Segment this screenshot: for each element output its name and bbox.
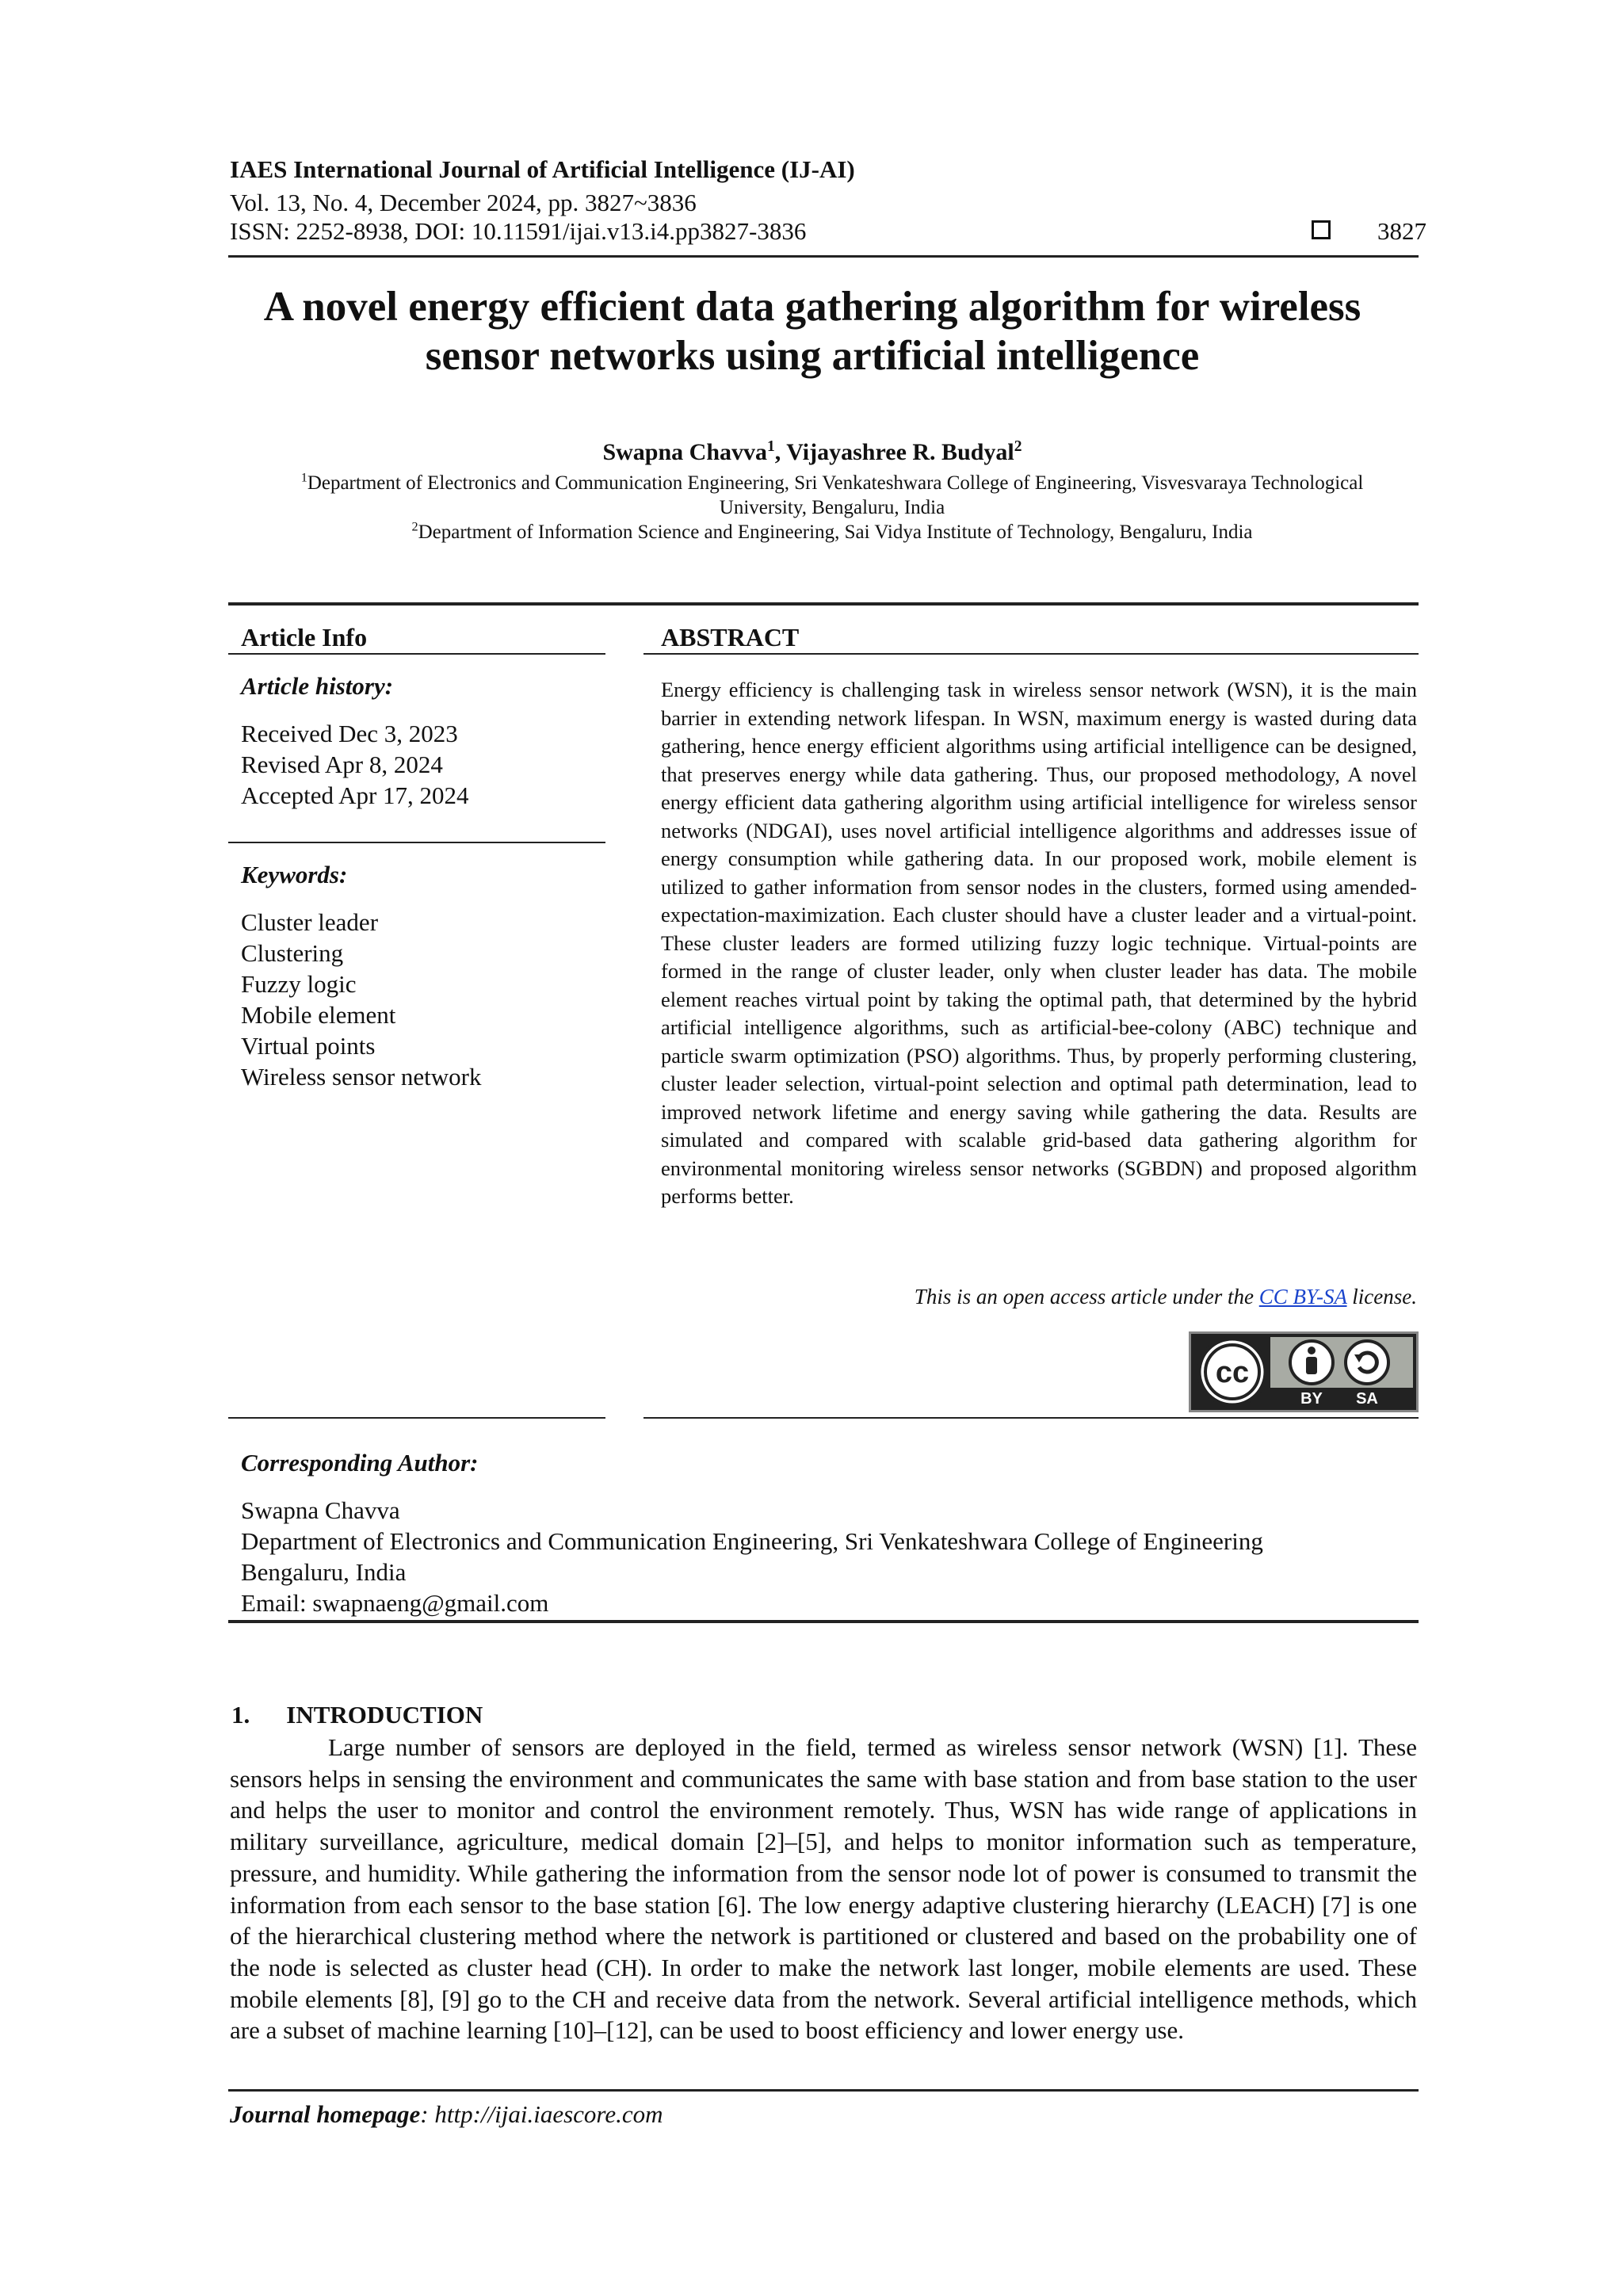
accepted-date: Accepted Apr 17, 2024 xyxy=(241,781,469,809)
cc-mark: cc xyxy=(1215,1356,1250,1389)
section-number: 1. xyxy=(231,1701,250,1729)
affiliation-2-mark: 2 xyxy=(411,519,418,534)
introduction-heading xyxy=(231,1701,483,1729)
homepage-colon: : xyxy=(420,2100,435,2128)
article-info-rule xyxy=(228,653,605,655)
affiliation-1 xyxy=(238,471,1426,495)
keywords-heading: Keywords: xyxy=(241,861,348,888)
homepage-url[interactable]: http://ijai.iaescore.com xyxy=(434,2100,663,2128)
issn-doi: ISSN: 2252-8938, DOI: 10.11591/ijai.v13.i4.pp3827-3836 xyxy=(230,217,807,245)
info-top-rule xyxy=(228,602,1419,606)
keywords-list xyxy=(241,907,482,1092)
keyword: Clustering xyxy=(241,939,344,967)
abstract-bottom-rule xyxy=(643,1417,1419,1419)
author-2-affil-mark: 2 xyxy=(1014,438,1022,455)
cc-by-sa-link[interactable]: CC BY-SA xyxy=(1258,1285,1347,1308)
footer-rule xyxy=(228,2089,1419,2092)
affiliation-1-line-2: University, Bengaluru, India xyxy=(719,497,945,518)
author-1-affil-mark: 1 xyxy=(767,438,775,455)
affiliation-1-mark: 1 xyxy=(300,470,307,485)
affiliation-2 xyxy=(238,520,1426,544)
article-info-heading: Article Info xyxy=(241,623,368,651)
author-list xyxy=(190,439,1434,466)
keyword: Mobile element xyxy=(241,1001,396,1029)
keyword: Fuzzy logic xyxy=(241,970,357,998)
article-history-heading: Article history: xyxy=(241,672,394,700)
license-statement xyxy=(661,1285,1417,1309)
affiliation-2-text: Department of Information Science and Engineering, Sai Vidya Institute of Technology, Bengaluru, India xyxy=(418,521,1253,543)
corresponding-city: Bengaluru, India xyxy=(241,1558,407,1586)
keyword: Virtual points xyxy=(241,1032,376,1060)
corresponding-name: Swapna Chavva xyxy=(241,1496,400,1524)
section-title: INTRODUCTION xyxy=(286,1701,483,1729)
keyword: Wireless sensor network xyxy=(241,1063,482,1091)
page-number: 3827 xyxy=(1377,217,1426,245)
license-prefix: This is an open access article under the xyxy=(914,1285,1259,1308)
author-1: Swapna Chavva xyxy=(602,439,768,465)
abstract-heading: ABSTRACT xyxy=(661,623,800,651)
journal-homepage xyxy=(230,2100,663,2129)
volume-info: Vol. 13, No. 4, December 2024, pp. 3827~3836 xyxy=(230,189,697,216)
corresponding-author-heading: Corresponding Author: xyxy=(241,1449,479,1477)
keywords-rule xyxy=(228,1417,605,1419)
sa-label: SA xyxy=(1356,1390,1378,1408)
keyword: Cluster leader xyxy=(241,908,379,936)
title-line-1: A novel energy efficient data gathering algorithm for wireless xyxy=(263,284,1361,330)
abstract-text: Energy efficiency is challenging task in wireless sensor network (WSN), it is the main barrier in extending network lifespan. In WSN, maximum energy is wasted during data gathering, hence energy efficient algorithms using artificial intelligence can be designed, that preserves energy while data gathering. Thus, our proposed methodology, A novel energy efficient data gathering algorithm using artificial intelligence for wireless sensor networks (NDGAI), uses novel artificial intelligence algorithms and addresses issue of energy consumption while gathering data. In our proposed work, mobile element is utilized to gather information from sensor nodes in the clusters, formed using amended-expectation-maximization. Each cluster should have a cluster leader and a virtual-point. These cluster leaders are formed utilizing fuzzy logic technique. Virtual-points are formed in the range of cluster leader, only when cluster leader has data. The mobile element reaches virtual point by taking the optimal path, that determined by the hybrid artificial intelligence algorithms, such as artificial-bee-colony (ABC) technique and particle swarm optimization (PSO) algorithms. Thus, by properly performing clustering, cluster leader selection, virtual-point selection and optimal path determination, lead to improved network lifetime and energy saving while gathering the data. Results are simulated and compared with scalable grid-based data gathering algorithm for environmental monitoring wireless sensor networks (SGBDN) and proposed algorithm performs better. xyxy=(661,678,1417,1208)
history-rule xyxy=(228,842,605,843)
license-suffix: license. xyxy=(1346,1285,1417,1308)
corresponding-email[interactable]: Email: swapnaeng@gmail.com xyxy=(241,1589,549,1617)
info-bottom-rule xyxy=(228,1620,1419,1623)
square-bullet-icon xyxy=(1312,220,1331,239)
revised-date: Revised Apr 8, 2024 xyxy=(241,751,443,778)
paper-title xyxy=(190,282,1434,380)
cc-by-sa-badge[interactable] xyxy=(1189,1331,1419,1412)
author-separator: , xyxy=(774,439,787,465)
cc-license-icon xyxy=(1191,1334,1416,1410)
by-label: BY xyxy=(1300,1390,1323,1408)
abstract-rule xyxy=(643,653,1419,655)
introduction-text: Large number of sensors are deployed in the field, termed as wireless sensor network (WSN) [1]. These sensors helps in sensing the environment and communicates the same with base station and from base station to the user and helps the user to monitor and control the environment remotely. Thus, WSN has wide range of applications in military surveillance, agriculture, medical domain [2]–[5], and helps to monitor information such as temperature, pressure, and humidity. While gathering the information from the sensor node lot of power is consumed to transmit the information from each sensor to the base station [6]. The low energy adaptive clustering hierarchy (LEACH) [7] is one of the hierarchical clustering method where the network is partitioned or clustered and based on the probability one of the node is selected as cluster head (CH). In order to make the network last longer, mobile elements are used. These mobile elements [8], [9] go to the CH and receive data from the network. Several artificial intelligence methods, which are a subset of machine learning [10]–[12], can be used to boost efficiency and lower energy use. xyxy=(230,1733,1417,2045)
affiliations xyxy=(238,471,1426,544)
corresponding-author-details xyxy=(241,1495,1263,1618)
corresponding-department: Department of Electronics and Communication Engineering, Sri Venkateshwara College of Engineering xyxy=(241,1527,1263,1555)
header-rule xyxy=(228,255,1419,258)
article-history xyxy=(241,718,469,811)
journal-name: IAES International Journal of Artificial Intelligence (IJ-AI) xyxy=(230,155,855,183)
received-date: Received Dec 3, 2023 xyxy=(241,720,458,747)
homepage-label: Journal homepage xyxy=(230,2100,421,2128)
affiliation-1-line-1: Department of Electronics and Communication Engineering, Sri Venkateshwara College of Engineering, Visvesvaraya Technological xyxy=(307,472,1364,494)
author-2: Vijayashree R. Budyal xyxy=(786,439,1014,465)
title-line-2: sensor networks using artificial intelligence xyxy=(425,333,1200,379)
